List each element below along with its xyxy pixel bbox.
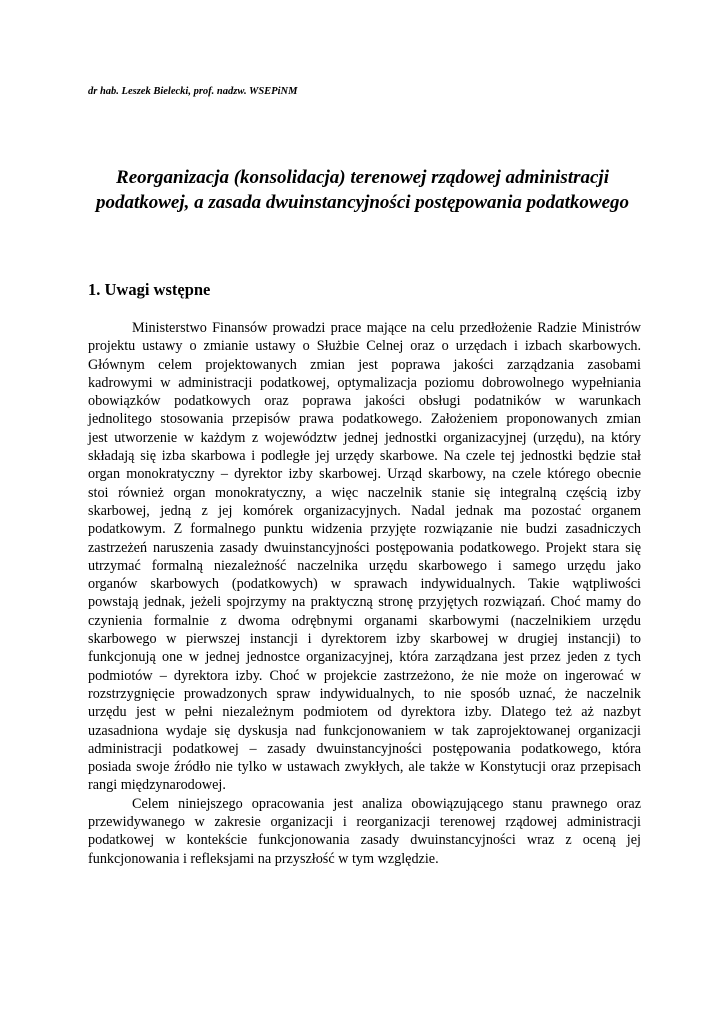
text-line: rangi międzynarodowej. <box>88 777 226 794</box>
text-line: stoi również organ monokratyczny, a więc naczelnik stanie się integralną częścią izby <box>88 484 641 501</box>
body-text <box>88 319 641 868</box>
text-line: rozstrzygnięcie prowadzonych spraw indywidualnych, to nie sposób uznać, że naczelnik <box>88 685 641 702</box>
text-line: skarbowego w pierwszej instancji i dyrektorem izby skarbowej w drugiej instancji) to <box>88 631 641 648</box>
text-line: projektu ustawy o zmianie ustawy o Służbie Celnej oraz o urzędach i izbach skarbowych. <box>88 338 641 355</box>
text-line: podatkowym. Z formalnego punktu widzenia przyjęte rozwiązanie nie budzi zasadniczych <box>88 521 641 538</box>
text-line: kadrowymi w administracji podatkowej, optymalizacja poziomu dobrowolnego wypełniania <box>88 374 641 391</box>
text-line: funkcjonują one w jednej jednostce organizacyjnej, która zarządzana jest przez jeden z tych <box>88 649 641 666</box>
text-line: jest utworzenie w każdym z województw jednej jednostki organizacyjnej (urzędu), na który <box>88 429 641 446</box>
text-line: urzędu jest w pełni niezależnym podmiotem od dyrektora izby. Dlatego też aż nazbyt <box>88 704 641 721</box>
text-line: zastrzeżeń naruszenia zasady dwuinstancyjności postępowania podatkowego. Projekt stara się <box>88 539 641 556</box>
text-line: podatkowej w kontekście funkcjonowania zasady dwuinstancyjności wraz z oceną jej <box>88 832 641 849</box>
text-line: przewidywanego w zakresie organizacji i reorganizacji terenowej rządowej administracji <box>88 814 641 831</box>
paragraph-1 <box>88 319 641 795</box>
text-line: posiada swoje źródło nie tylko w ustawach zwykłych, ale także w Konstytucji oraz przepisach <box>88 759 641 776</box>
text-line: organów skarbowych (podatkowych) w sprawach indywidualnych. Takie wątpliwości <box>88 576 641 593</box>
text-line: jednolitego stosowania przepisów prawa podatkowego. Założeniem proponowanych zmian <box>88 411 641 428</box>
text-line: obowiązków podatkowych oraz poprawa jakości obsługi podatników w warunkach <box>88 393 641 410</box>
text-line: podmiotów – dyrektora izby. Choć w projekcie zastrzeżono, że nie może on ingerować w <box>88 667 641 684</box>
text-line: skarbowej, jedną z jej komórek organizacyjnych. Nadal jednak ma pozostać organem <box>88 502 641 519</box>
section-heading: 1. Uwagi wstępne <box>88 280 211 299</box>
text-line: uzasadniona wydaje się dyskusja nad funkcjonowaniem w tak zaprojektowanej organizacji <box>88 722 641 739</box>
text-line: funkcjonowania i refleksjami na przyszłość w tym względzie. <box>88 850 439 867</box>
title-line: Reorganizacja (konsolidacja) terenowej rządowej administracji <box>116 167 609 188</box>
author-line: dr hab. Leszek Bielecki, prof. nadzw. WSEPiNM <box>88 86 298 97</box>
text-line: Celem niniejszego opracowania jest analiza obowiązującego stanu prawnego oraz <box>132 795 641 812</box>
title-line: podatkowej, a zasada dwuinstancyjności postępowania podatkowego <box>95 192 630 213</box>
text-line: Głównym celem projektowanych zmian jest poprawa jakości zarządzania zasobami <box>88 356 641 373</box>
text-line: organ monokratyczny – dyrektor izby skarbowej. Urząd skarbowy, na czele którego obecnie <box>88 466 641 483</box>
text-line: czynienia formalnie z dwoma odrębnymi organami skarbowymi (naczelnikiem urzędu <box>88 612 641 629</box>
paragraph-2 <box>88 795 641 868</box>
text-line: administracji podatkowej – zasady dwuinstancyjności postępowania podatkowego, która <box>88 740 641 757</box>
document-title <box>60 165 665 215</box>
text-line: utrzymać formalną niezależność naczelnika urzędu skarbowego i samego urzędu jako <box>88 557 641 574</box>
text-line: Ministerstwo Finansów prowadzi prace mające na celu przedłożenie Radzie Ministrów <box>132 320 641 336</box>
text-line: powstają jednak, jeżeli spojrzymy na praktyczną stronę przyjętych rozwiązań. Choć mamy do <box>88 594 641 611</box>
text-line: składają się izba skarbowa i podległe jej urzędy skarbowe. Na czele tej jednostki będzie stał <box>88 448 641 465</box>
